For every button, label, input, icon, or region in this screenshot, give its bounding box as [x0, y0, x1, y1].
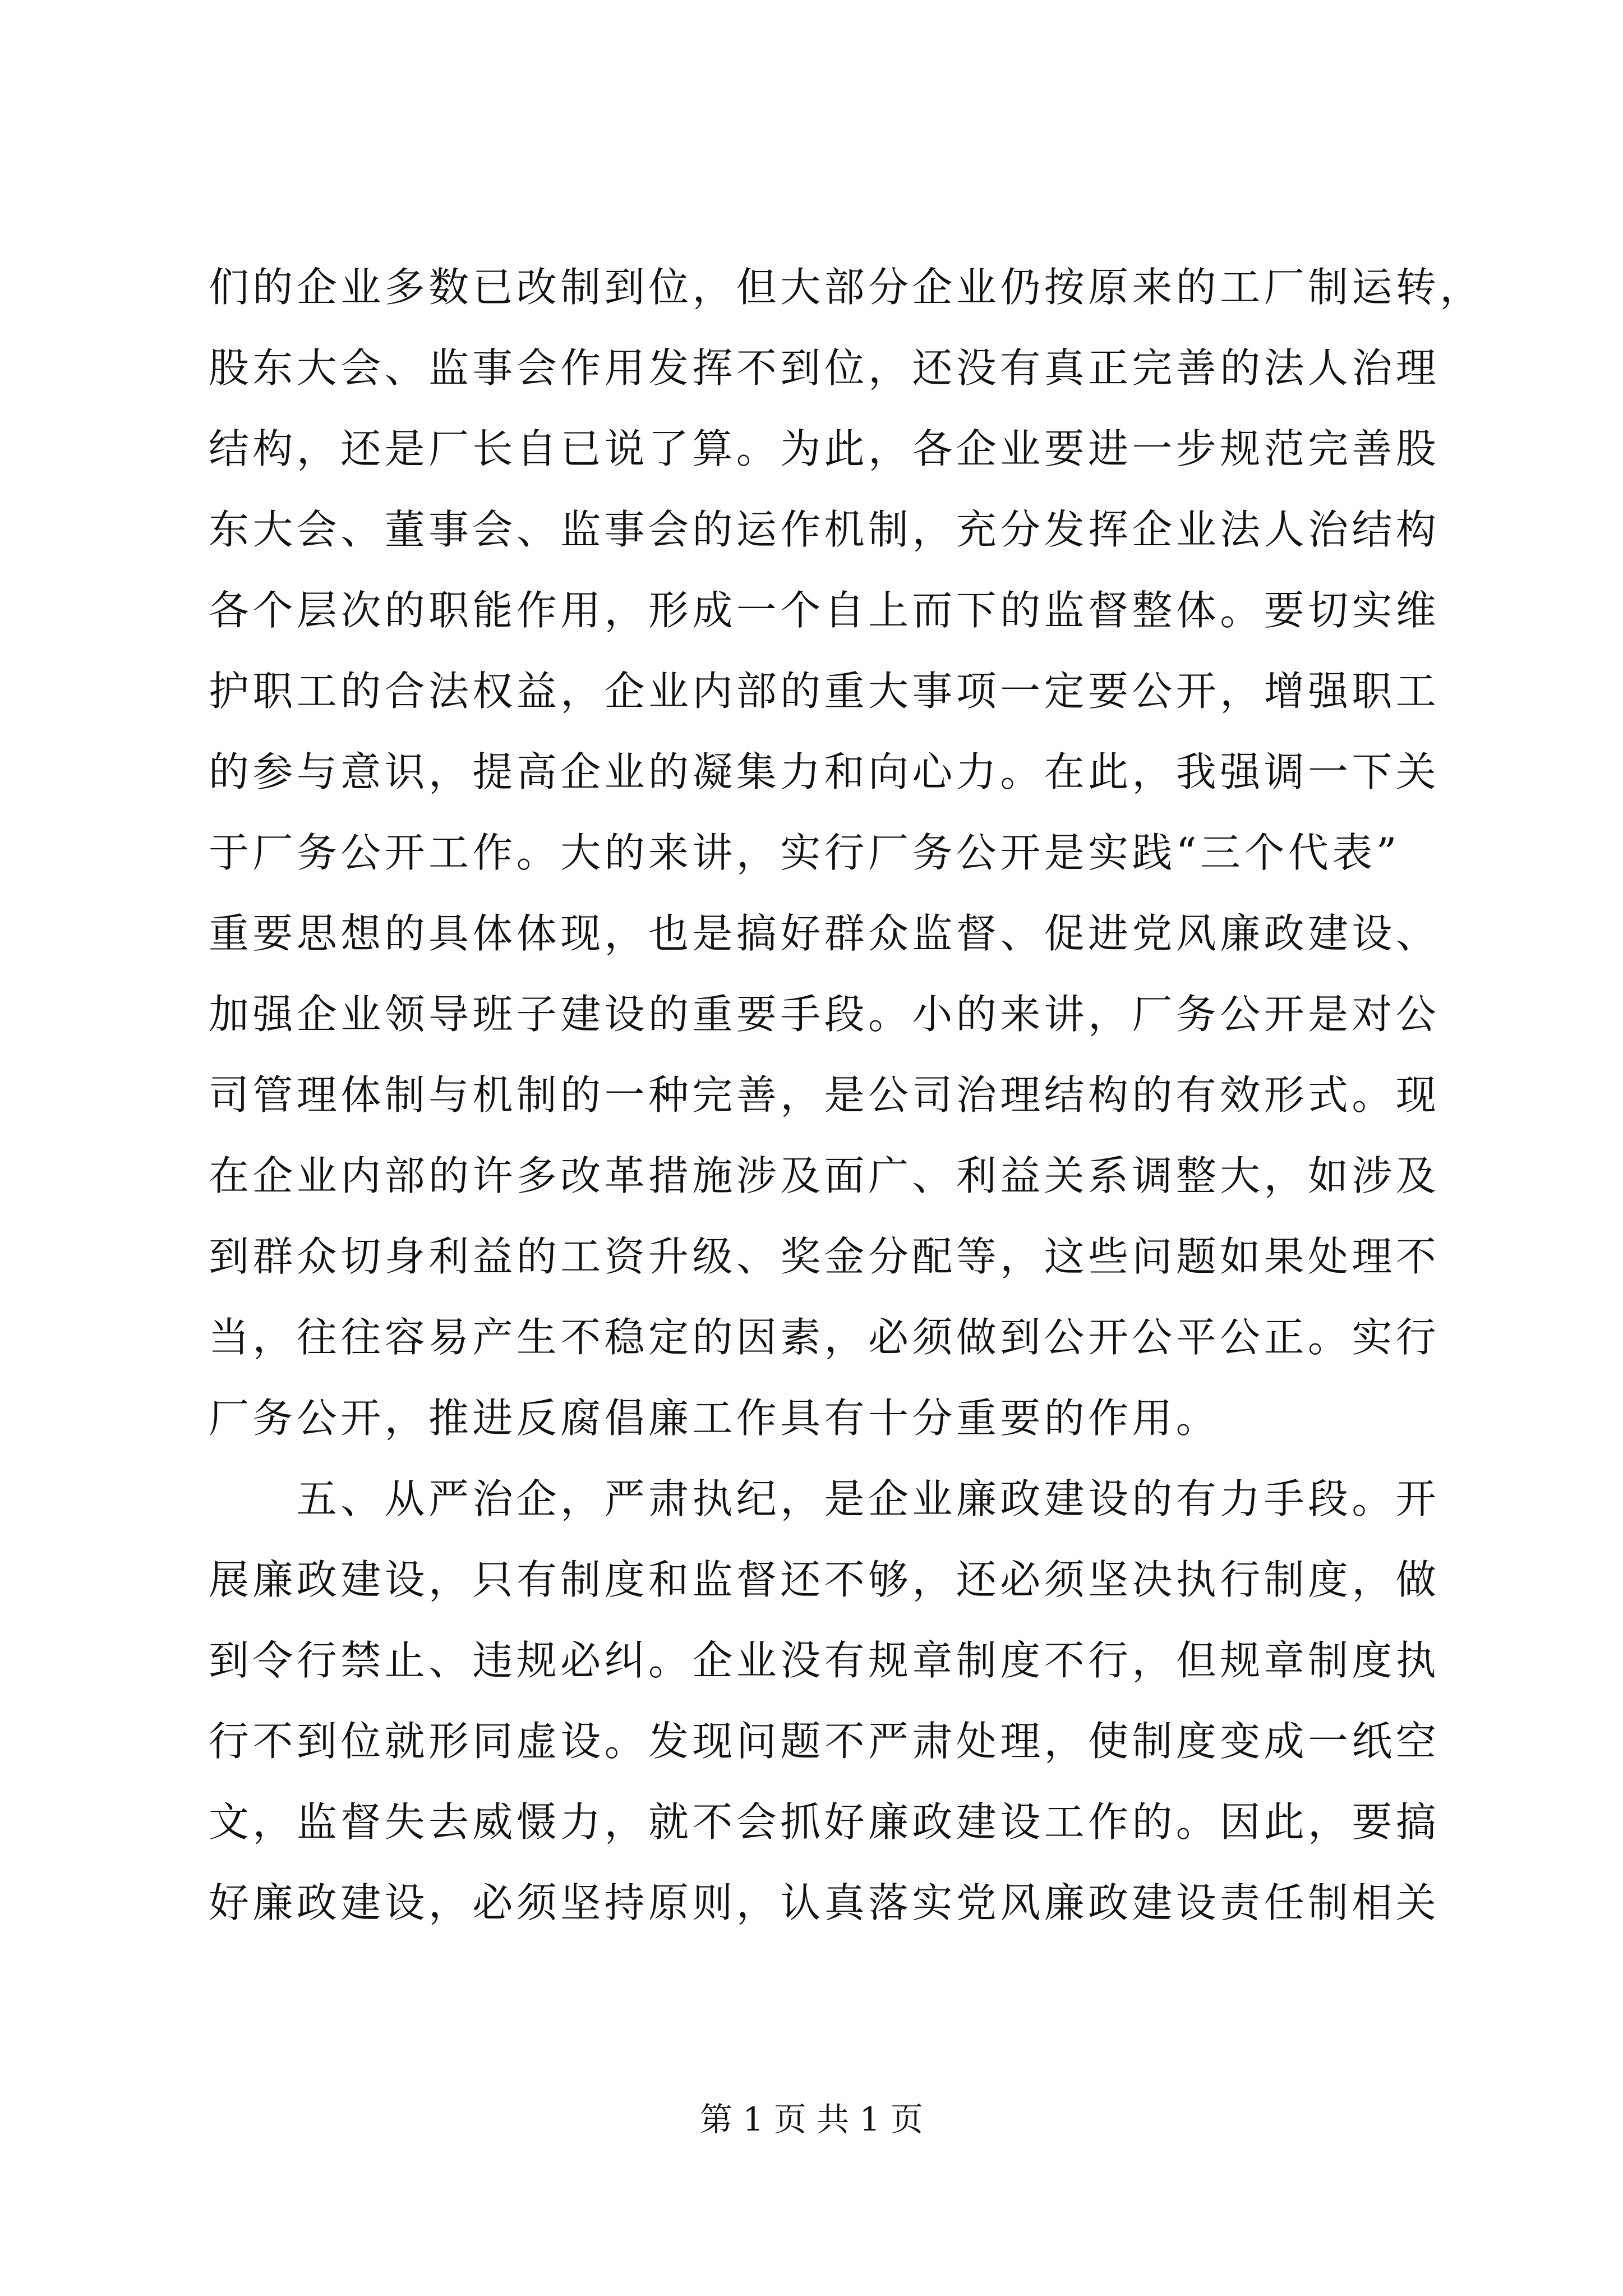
body-text [209, 247, 1484, 1943]
text-line: 当，往往容易产生不稳定的因素，必须做到公开公平公正。实行 [209, 1314, 1440, 1361]
text-line: 股东大会、监事会作用发挥不到位，还没有真正完善的法人治理 [209, 344, 1440, 392]
text-line: 结构，还是厂长自已说了算。为此，各企业要进一步规范完善股 [209, 425, 1440, 472]
text-line: 东大会、董事会、监事会的运作机制，充分发挥企业法人治结构 [209, 506, 1440, 553]
text-line: 们的企业多数已改制到位，但大部分企业仍按原来的工厂制运转， [209, 264, 1484, 311]
text-line: 各个层次的职能作用，形成一个自上而下的监督整体。要切实维 [209, 587, 1440, 634]
text-line: 重要思想的具体体现，也是搞好群众监督、促进党风廉政建设、 [209, 910, 1440, 957]
page-number-footer: 第 1 页 共 1 页 [700, 2100, 923, 2138]
text-line: 展廉政建设，只有制度和监督还不够，还必须坚决执行制度，做 [209, 1556, 1440, 1603]
text-line: 加强企业领导班子建设的重要手段。小的来讲，厂务公开是对公 [209, 991, 1440, 1038]
text-line: 好廉政建设，必须坚持原则，认真落实党风廉政建设责任制相关 [209, 1879, 1440, 1926]
text-line: 到令行禁止、违规必纠。企业没有规章制度不行，但规章制度执 [209, 1637, 1440, 1684]
paragraph-start-line: 五、从严治企，严肃执纪，是企业廉政建设的有力手段。开 [209, 1475, 1440, 1522]
text-line: 护职工的合法权益，企业内部的重大事项一定要公开，增强职工 [209, 668, 1440, 715]
text-line: 在企业内部的许多改革措施涉及面广、利益关系调整大，如涉及 [209, 1152, 1440, 1199]
text-line: 于厂务公开工作。大的来讲，实行厂务公开是实践“三个代表” [209, 829, 1400, 876]
text-line: 到群众切身利益的工资升级、奖金分配等，这些问题如果处理不 [209, 1233, 1440, 1280]
text-line: 司管理体制与机制的一种完善，是公司治理结构的有效形式。现 [209, 1071, 1440, 1119]
text-line: 厂务公开，推进反腐倡廉工作具有十分重要的作用。 [209, 1395, 1220, 1442]
text-line: 的参与意识，提高企业的凝集力和向心力。在此，我强调一下关 [209, 748, 1440, 795]
text-line: 行不到位就形同虚设。发现问题不严肃处理，使制度变成一纸空 [209, 1718, 1440, 1765]
text-line: 文，监督失去威慑力，就不会抓好廉政建设工作的。因此，要搞 [209, 1798, 1440, 1846]
